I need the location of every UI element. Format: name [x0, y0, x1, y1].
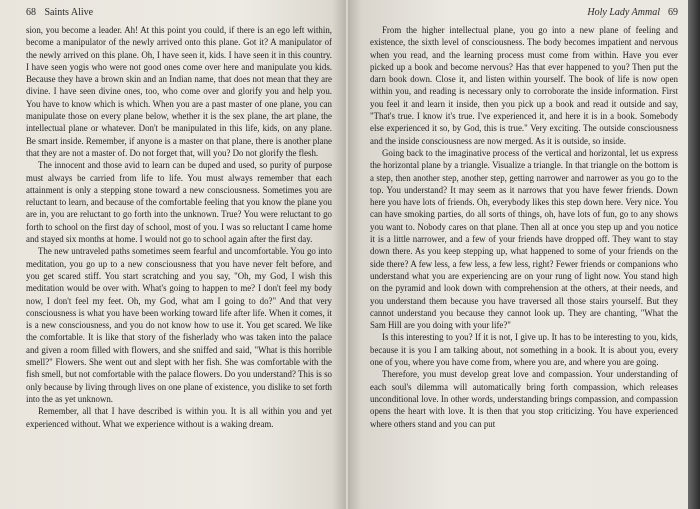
paragraph: Is this interesting to you? If it is not, I give up. It has to be interesting to you, kids, because it is you I am talking about, not something in a book. It is about you, every one of you, where you have come from, where you are, and where you are going.: [370, 332, 678, 368]
right-running-head: [370, 6, 678, 24]
left-page: [0, 0, 346, 509]
right-page-text: [370, 24, 678, 430]
left-page-text: [26, 24, 332, 430]
paragraph: The new untraveled paths sometimes seem fearful and uncomfortable. You go into meditation, you go up to a new consciousness that you have never felt before, and you get scared stiff. You start scratching and you say, "Oh, my God, I wish this meditation would be over with. What's going to happen to me? I don't feel my body now, I don't feel my feet. Oh, my God, what am I going to do?" And that very consciousness is what you have been working toward life after life. When it comes, it is a new consciousness, and you do not know how to use it. You get scared. We like the comfortable. It is like that story of the fisherlady who was taken into the palace and given a room filled with flowers, and she sniffed and said, "What is this horrible smell?" Flowers. She went out and slept with her fish. She was comfortable with the fish smell, but not comfortable with the palace flowers. Do you understand? This is so only because by living through lives on one plane of existence, you dislike to set forth into the as yet unknown.: [26, 246, 332, 404]
page-edge-shadow: [688, 0, 700, 509]
left-page-number: 68: [26, 7, 36, 18]
right-running-title: Holy Lady Ammal: [587, 7, 660, 18]
paragraph: Going back to the imaginative process of the vertical and horizontal, let us express the horizontal plane by a triangle. Visualize a triangle. In that triangle on the bottom is a step, then another step, another step, getting narrower and narrower as you go to the top. You understand? It may seem as it narrows that you have fewer friends. Down here you have lots of friends. Oh, everybody likes this step down here. Very nice. You can have smoking parties, do all sorts of things, oh, have lots of fun, go to any shows you want to. Nobody cares on that plane. Then all at once you step up and you notice it is a little narrower, and a few of your friends have dropped off. They want to stay down there. As you keep stepping up, what happened to some of your friends on the side there? A few less, a few less, a few less, right? Fewer friends or companions who understand what you are experiencing are on your rung of light now. You stand high on the pyramid and look down with comprehension at the others, at their needs, and you understand them because you have traversed all those stairs yourself. But they cannot understand you because they cannot look up. They are chanting, "What the Sam Hill are you doing with your life?": [370, 147, 678, 331]
paragraph: From the higher intellectual plane, you go into a new plane of feeling and existence, the sixth level of consciousness. The body becomes impatient and nervous when you read, and the learning process must come from within. Have you ever picked up a book and become nervous? Has that ever happened to you? Then put the darn book down. Close it, and listen within yourself. The book of life is now open within you, and reading is necessary only to corroborate the inside information. First you feel it and learn it inside, then you pick up a book and read it outside and say, "That's true. I know it's true. I've experienced it, and here it is in a book. Somebody else experienced it so, by God, this is true." Very exciting. The outside consciousness and the inside consciousness are now merged. As it is outside, so inside.: [370, 25, 678, 146]
paragraph: sion, you become a leader. Ah! At this point you could, if there is an ego left within, become a manipulator of the newly arrived onto this plane. Got it? A manipulator of the newly arrived on this plane. Oh, I have seen it, kids. I have seen it in this country. I have seen yogis who were not good ones come over here and manipulate you kids. Because they have a brown skin and an Indian name, that does not mean that they are divine. I have seen divine ones, too, who come over and glorify you and help you. You have to know which is which. When you are a past master of one plane, you can manipulate those on every plane below, whether it is the sex plane, the art plane, the intellectual plane or whatever. Don't be manipulated in this life, kids, on any plane. Be smart inside. Remember, if anyone is a master on that plane, there is another plane that they are not a master of. Do not forget that, will you? Do not glorify the flesh.: [26, 25, 332, 158]
paragraph: The innocent and those avid to learn can be duped and used, so purity of purpose must always be carried from life to life. You must always remember that each attainment is only a stepping stone toward a new consciousness. Sometimes you are reluctant to learn, and because of the comfortable feeling that you know the plane you are in, you are reluctant to go forth into the unknown. True? You were reluctant to go forth to school on the first day of school, most of you. I was so reluctant I came home and stayed six months at home. I would not go to school again after the first day.: [26, 160, 332, 245]
right-page: [348, 0, 688, 509]
right-page-number: 69: [668, 7, 678, 18]
paragraph: Remember, all that I have described is within you. It is all within you and yet experienced without. What we experience without is a waking dream.: [26, 406, 332, 429]
left-running-head: [26, 6, 332, 24]
left-running-title: Saints Alive: [44, 7, 94, 18]
paragraph: Therefore, you must develop great love and compassion. Your understanding of each soul's dilemma will automatically bring forth compassion, which releases unconditional love. In other words, understanding brings compassion, and compassion opens the heart with love. It is then that you stop criticizing. You have experienced where others stand and you can put: [370, 369, 678, 429]
